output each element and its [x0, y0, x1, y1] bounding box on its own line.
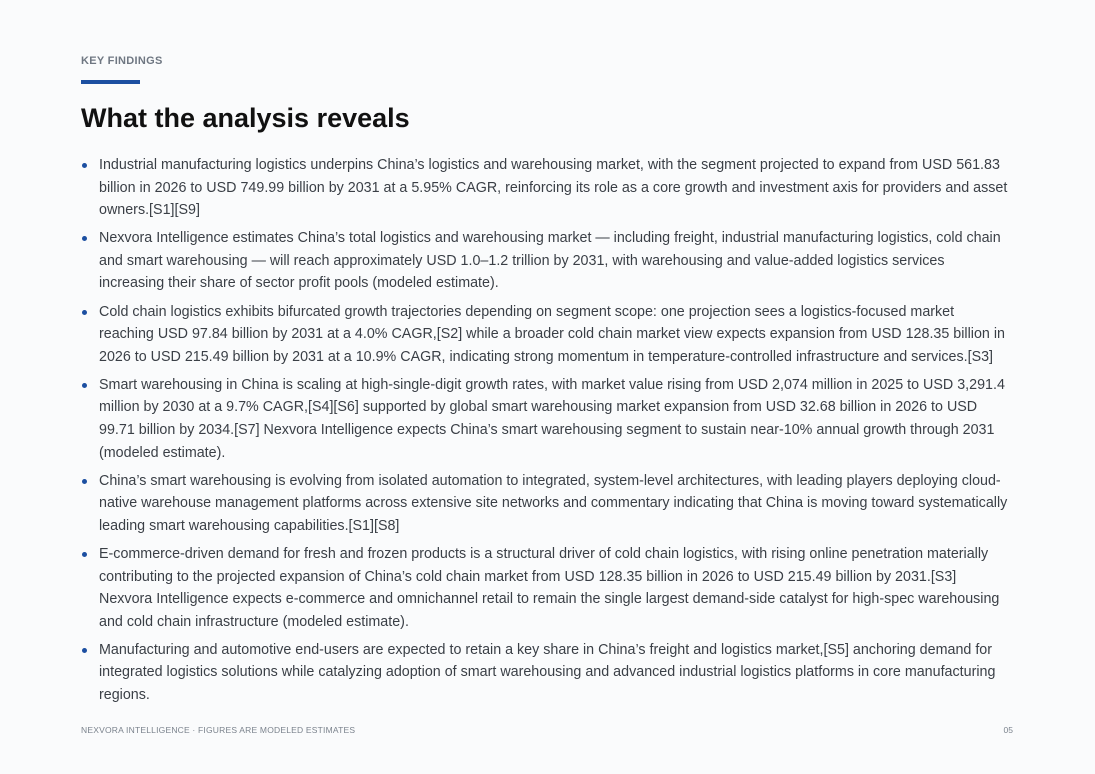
bullet-dot-icon — [82, 648, 87, 653]
findings-list — [81, 154, 1011, 712]
bullet-dot-icon — [82, 552, 87, 557]
section-eyebrow: KEY FINDINGS — [81, 55, 163, 67]
finding-text: China’s smart warehousing is evolving from isolated automation to integrated, system-level architectures, with leading players deploying cloud-native warehouse management platforms across extensive site networks and commentary indicating that China is moving toward systematically leading smart warehousing capabilities.[S1][S8] — [99, 472, 1008, 534]
bullet-dot-icon — [82, 163, 87, 168]
footer-source-note: NEXVORA INTELLIGENCE · FIGURES ARE MODELED ESTIMATES — [81, 725, 356, 735]
finding-item — [81, 470, 1011, 538]
finding-text: Manufacturing and automotive end-users are expected to retain a key share in China’s freight and logistics market,[S5] anchoring demand for integrated logistics solutions while catalyzing adoption of smart warehousing and advanced industrial logistics platforms in core manufacturing regions. — [99, 641, 996, 704]
bullet-dot-icon — [82, 236, 87, 241]
finding-item — [81, 374, 1011, 464]
finding-text: E-commerce-driven demand for fresh and frozen products is a structural driver of cold chain logistics, with rising online penetration materially contributing to the projected expansion of China’s cold chain market from USD 128.35 billion in 2026 to USD 215.49 billion by 2031.[S3] Nexvora Intelligence expects e-commerce and omnichannel retail to remain the single largest demand-side catalyst for high-spec warehousing and cold chain infrastructure (modeled estimate). — [99, 546, 1000, 630]
finding-item — [81, 227, 1011, 295]
finding-text: Cold chain logistics exhibits bifurcated growth trajectories depending on segment scope: one projection sees a logistics-focused market reaching USD 97.84 billion by 2031 at a 4.0% CAGR,[S2] while a broader cold chain market view expects expansion from USD 128.35 billion in 2026 to USD 215.49 billion by 2031 at a 10.9% CAGR, indicating strong momentum in temperature-controlled infrastructure and services.[S3] — [99, 303, 1005, 365]
finding-item — [81, 543, 1011, 633]
finding-text: Nexvora Intelligence estimates China’s total logistics and warehousing market — including freight, industrial manufacturing logistics, cold chain and smart warehousing — will reach approximately USD 1.0–1.2 trillion by 2031, with warehousing and value-added logistics services increasing their share of sector profit pools (modeled estimate). — [99, 230, 1001, 292]
bullet-dot-icon — [82, 383, 87, 388]
page-number: 05 — [1003, 725, 1013, 735]
finding-item — [81, 301, 1011, 369]
bullet-dot-icon — [82, 479, 87, 484]
bullet-dot-icon — [82, 310, 87, 315]
finding-item — [81, 154, 1011, 222]
accent-bar — [81, 80, 140, 84]
finding-text: Industrial manufacturing logistics underpins China’s logistics and warehousing market, with the segment projected to expand from USD 561.83 billion in 2026 to USD 749.99 billion by 2031 at a 5.95% CAGR, reinforcing its role as a core growth and investment axis for providers and asset owners.[S1][S9] — [99, 157, 1008, 219]
page-title: What the analysis reveals — [81, 103, 410, 133]
finding-item — [81, 639, 1011, 707]
finding-text: Smart warehousing in China is scaling at high-single-digit growth rates, with market value rising from USD 2,074 million in 2025 to USD 3,291.4 million by 2030 at a 9.7% CAGR,[S4][S6] supported by global smart warehousing market expansion from USD 32.68 billion in 2026 to USD 99.71 billion by 2034.[S7] Nexvora Intelligence expects China’s smart warehousing segment to sustain near-10% annual growth through 2031 (modeled estimate). — [99, 376, 1005, 461]
